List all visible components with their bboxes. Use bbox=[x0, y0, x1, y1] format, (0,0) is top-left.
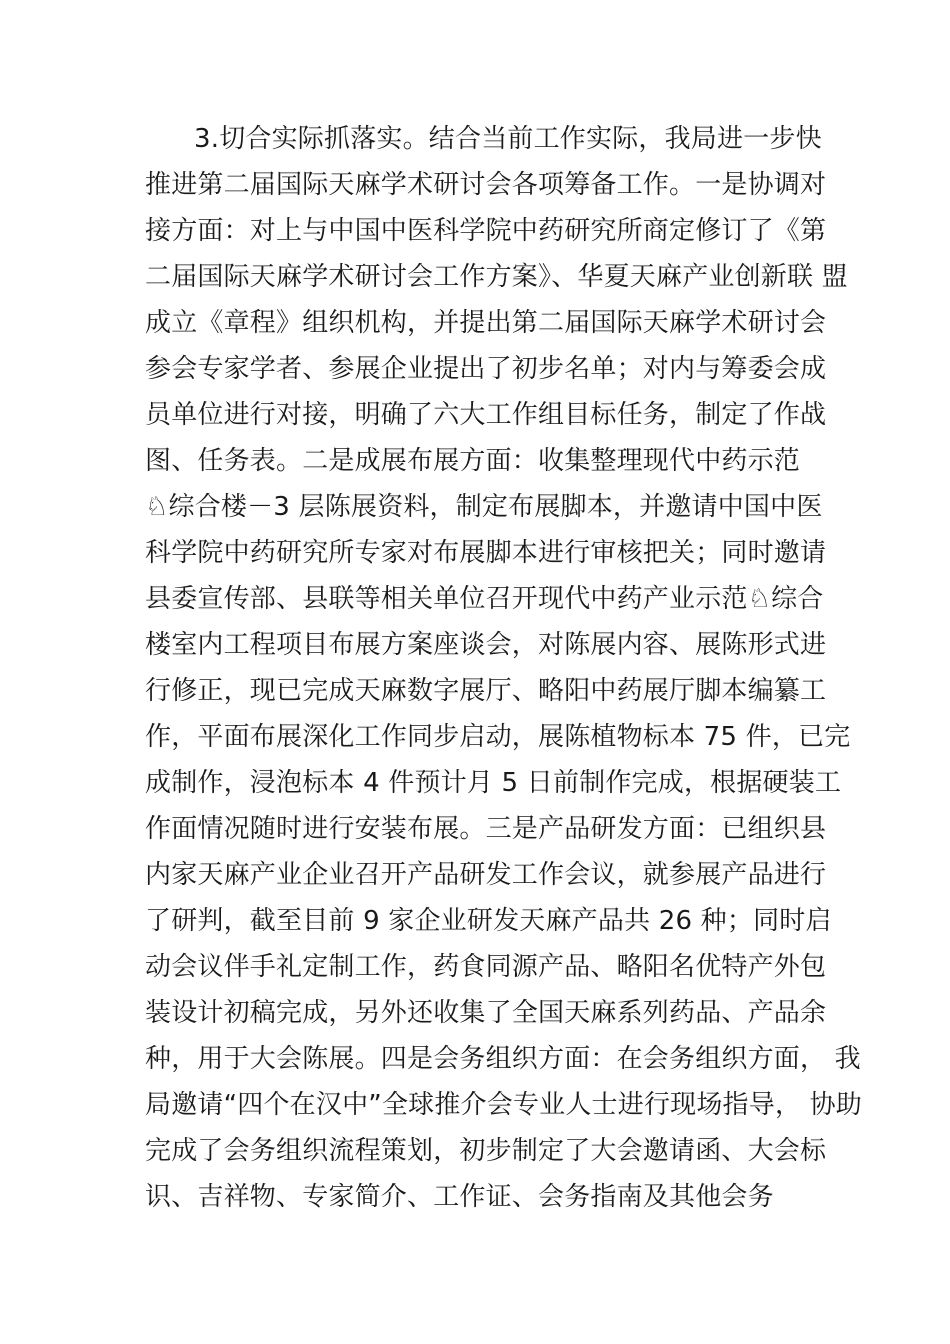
paragraph-line: 成制作，浸泡标本 4 件预计月 5 日前制作完成，根据硬装工 bbox=[145, 768, 842, 798]
paragraph-line: 3.切合实际抓落实。结合当前工作实际，我局进一步快 bbox=[194, 124, 822, 154]
paragraph-line: 县委宣传部、县联等相关单位召开现代中药产业示范♘综合 bbox=[145, 584, 824, 614]
paragraph-line: 接方面：对上与中国中医科学院中药研究所商定修订了《第 bbox=[145, 216, 827, 246]
paragraph-line: 推进第二届国际天麻学术研讨会各项筹备工作。一是协调对 bbox=[145, 170, 827, 200]
paragraph-line: 了研判，截至目前 9 家企业研发天麻产品共 26 种；同时启 bbox=[145, 906, 832, 936]
paragraph-line: 二届国际天麻学术研讨会工作方案》、华夏天麻产业创新联 盟 bbox=[145, 262, 848, 292]
paragraph-line: 识、吉祥物、专家简介、工作证、会务指南及其他会务 bbox=[145, 1182, 774, 1212]
paragraph-line: 种，用于大会陈展。四是会务组织方面：在会务组织方面， 我 bbox=[145, 1044, 861, 1074]
paragraph-line: 内家天麻产业企业召开产品研发工作会议，就参展产品进行 bbox=[145, 860, 827, 890]
paragraph-line: 参会专家学者、参展企业提出了初步名单；对内与筹委会成 bbox=[145, 354, 827, 384]
paragraph-line: 完成了会务组织流程策划，初步制定了大会邀请函、大会标 bbox=[145, 1136, 827, 1166]
paragraph-line: 科学院中药研究所专家对布展脚本进行审核把关；同时邀请 bbox=[145, 538, 827, 568]
paragraph-line: 装设计初稿完成，另外还收集了全国天麻系列药品、产品余 bbox=[145, 998, 827, 1028]
paragraph-line: 动会议伴手礼定制工作，药食同源产品、略阳名优特产外包 bbox=[145, 952, 827, 982]
paragraph-line: 局邀请“四个在汉中”全球推介会专业人士进行现场指导， 协助 bbox=[145, 1090, 863, 1120]
paragraph-line: 员单位进行对接，明确了六大工作组目标任务，制定了作战 bbox=[145, 400, 827, 430]
paragraph-line: 楼室内工程项目布展方案座谈会，对陈展内容、展陈形式进 bbox=[145, 630, 827, 660]
paragraph-line: 行修正，现已完成天麻数字展厅、略阳中药展厅脚本编纂工 bbox=[145, 676, 827, 706]
paragraph-line: 作，平面布展深化工作同步启动，展陈植物标本 75 件，已完 bbox=[145, 722, 851, 752]
paragraph-line: 成立《章程》组织机构，并提出第二届国际天麻学术研讨会 bbox=[145, 308, 827, 338]
paragraph-line: 图、任务表。二是成展布展方面：收集整理现代中药示范 bbox=[145, 446, 801, 476]
paragraph-line: ♘综合楼－3 层陈展资料，制定布展脚本，并邀请中国中医 bbox=[145, 492, 823, 522]
paragraph-line: 作面情况随时进行安装布展。三是产品研发方面：已组织县 bbox=[145, 814, 827, 844]
